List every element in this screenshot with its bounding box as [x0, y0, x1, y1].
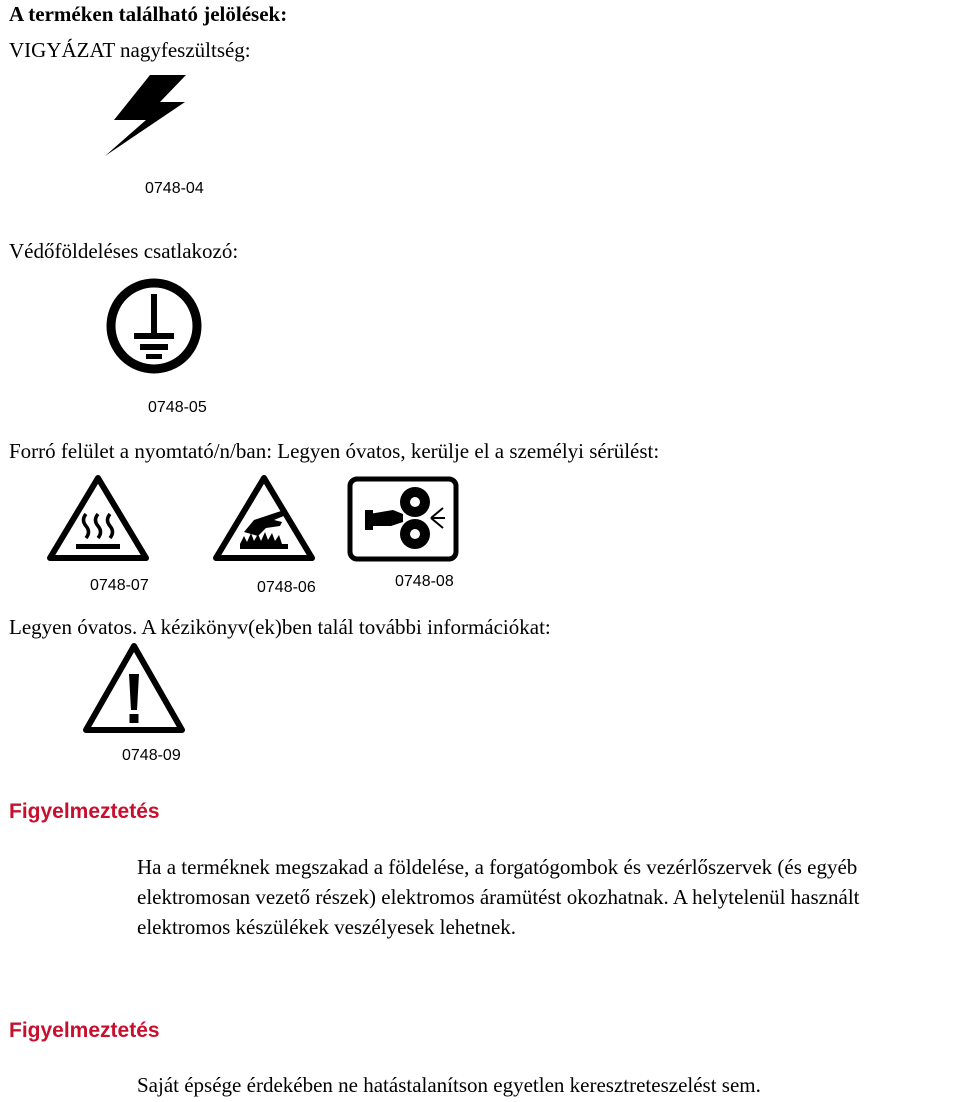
lightning-bolt-icon	[100, 72, 195, 162]
page-heading: A terméken található jelölések:	[9, 2, 288, 26]
warning-text-line: Ha a terméknek megszakad a földelése, a forgatógombok és vezérlőszervek (és egyéb	[137, 855, 858, 879]
roller-pinch-icon	[347, 476, 459, 562]
hot-surface-label: Forró felület a nyomtató/n/ban: Legyen óvatos, kerülje el a személyi sérülést:	[9, 439, 660, 463]
hand-burn-code: 0748-06	[257, 579, 316, 596]
warning-title: Figyelmeztetés	[9, 1019, 160, 1042]
warning-text-line: elektromos készülékek veszélyesek lehetnek.	[137, 915, 517, 939]
caution-label: Legyen óvatos. A kézikönyv(ek)ben talál további információkat:	[9, 615, 551, 639]
high-voltage-label: VIGYÁZAT nagyfeszültség:	[9, 38, 251, 62]
hot-surface-icon	[44, 472, 152, 564]
high-voltage-code: 0748-04	[145, 180, 204, 197]
ground-label: Védőföldeléses csatlakozó:	[9, 239, 239, 263]
warning-text	[137, 852, 960, 942]
exclamation-warning-icon	[80, 640, 188, 736]
warning-text-line: elektromosan vezető részek) elektromos áramütést okozhatnak. A helytelenül használt	[137, 885, 860, 909]
hand-burn-icon	[210, 472, 318, 564]
warning-text	[137, 1070, 947, 1100]
roller-pinch-code: 0748-08	[395, 573, 454, 590]
warning-title: Figyelmeztetés	[9, 800, 160, 823]
hot-surface-code: 0748-07	[90, 577, 149, 594]
ground-code: 0748-05	[148, 399, 207, 416]
protective-earth-icon	[104, 278, 204, 378]
caution-code: 0748-09	[122, 747, 181, 764]
warning-text-line: Saját épsége érdekében ne hatástalanítson egyetlen keresztreteszelést sem.	[137, 1073, 761, 1097]
